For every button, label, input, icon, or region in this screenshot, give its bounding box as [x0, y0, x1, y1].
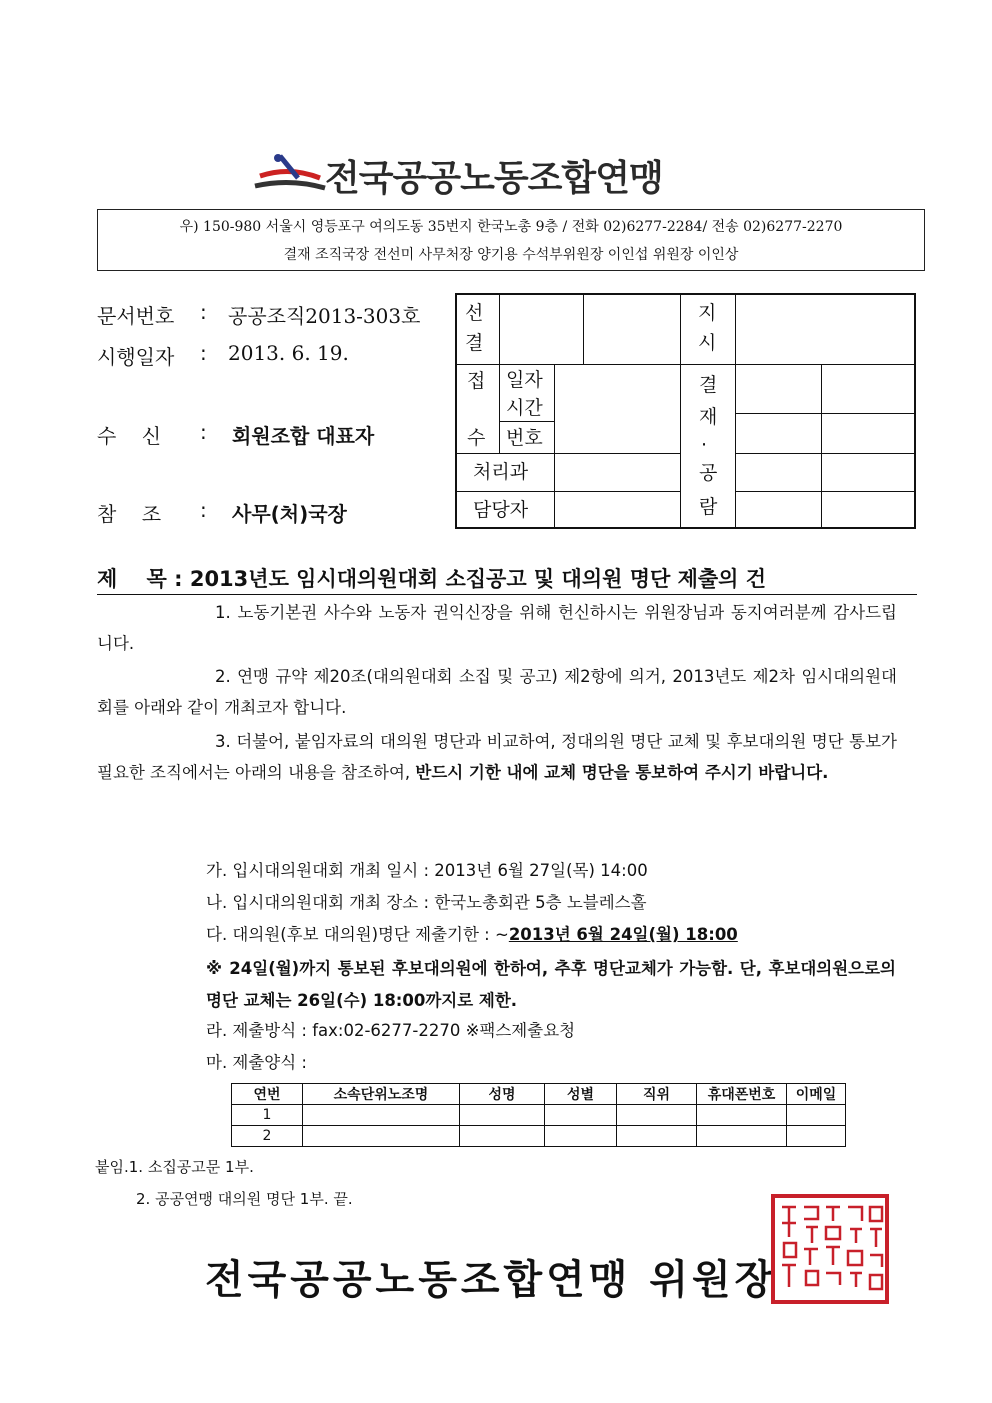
item-da	[206, 921, 738, 945]
paragraph-3-emphasis: 반드시 기한 내에 교체 명단을 통보하여 주시기 바랍니다.	[415, 763, 829, 782]
grid-label-su: 수	[467, 427, 486, 449]
item-da-text: 다. 대의원(후보 대의원)명단 제출기한 : ~	[206, 925, 509, 944]
item-ma: 마. 제출양식 :	[206, 1053, 307, 1072]
grid-label-ilja: 일자	[506, 369, 543, 391]
paragraph-3-text: 3. 더불어, 붙임자료의 대의원 명단과 비교하여, 정대의원 명단 교체 및 후보대의원 명단 통보가 필요한 조직에서는 아래의 내용을 참조하여,	[97, 732, 897, 782]
table-header: 소속단위노조명	[303, 1084, 460, 1105]
table-cell: 1	[232, 1105, 303, 1126]
grid-label-sigan: 시간	[506, 397, 543, 419]
colon: :	[200, 341, 207, 365]
grid-label-si: 시	[698, 332, 717, 354]
address-box	[97, 209, 925, 271]
grid-label-gyeoljae-3: ·	[701, 434, 708, 456]
submission-form-table	[231, 1083, 846, 1147]
table-cell	[617, 1105, 697, 1126]
table-cell	[545, 1105, 617, 1126]
table-row	[232, 1126, 846, 1147]
recipient-label: 수 신	[97, 424, 162, 448]
table-cell	[460, 1126, 545, 1147]
colon: :	[200, 300, 207, 324]
grid-label-jeop: 접	[467, 370, 486, 392]
attachment-1: 붙임.1. 소집공고문 1부.	[95, 1158, 254, 1176]
item-na: 나. 입시대의원대회 개최 장소 : 한국노총회관 5층 노블레스홀	[206, 893, 647, 912]
approval-line: 결재 조직국장 전선미 사무처장 양기용 수석부위원장 이인섭 위원장 이인상	[283, 247, 739, 263]
table-cell	[460, 1105, 545, 1126]
attachment-2: 2. 공공연맹 대의원 명단 1부. 끝.	[136, 1190, 353, 1208]
item-da-deadline: 2013년 6월 24일(월) 18:00	[508, 925, 738, 944]
table-cell: 2	[232, 1126, 303, 1147]
approval-grid	[455, 293, 916, 529]
paragraph-2: 2. 연맹 규약 제20조(대의원대회 소집 및 공고) 제2항에 의거, 2013년도 제2차 임시대의원대회를 아래와 같이 개최코자 합니다.	[97, 667, 897, 717]
paragraph-1: 1. 노동기본권 사수와 노동자 권익신장을 위해 헌신하시는 위원장님과 동지여러분께 감사드립니다.	[97, 603, 897, 653]
colon: :	[200, 498, 207, 522]
table-header-row	[232, 1084, 846, 1105]
official-seal-icon	[770, 1193, 890, 1305]
grid-label-gyeoljae-2: 재	[699, 406, 718, 428]
date-value: 2013. 6. 19.	[228, 341, 349, 365]
grid-label-gyeoljae-4: 공	[699, 462, 718, 484]
table-cell	[697, 1105, 787, 1126]
subject-line: 제 목 : 2013년도 임시대의원대회 소집공고 및 대의원 명단 제출의 건	[97, 567, 767, 591]
paragraph-3	[97, 726, 897, 788]
grid-label-gyeol: 결	[465, 332, 484, 354]
item-ga: 가. 입시대의원대회 개최 일시 : 2013년 6월 27일(목) 14:00	[206, 861, 648, 880]
grid-label-cheorigwa: 처리과	[473, 461, 529, 483]
table-header: 연번	[232, 1084, 303, 1105]
grid-label-seon: 선	[465, 302, 484, 324]
table-row	[232, 1105, 846, 1126]
colon: :	[200, 420, 207, 444]
table-header: 직위	[617, 1084, 697, 1105]
table-cell	[787, 1126, 846, 1147]
signature-line: 전국공공노동조합연맹 위원장	[205, 1257, 778, 1303]
reference-label: 참 조	[97, 502, 162, 526]
recipient-value: 회원조합 대표자	[232, 424, 375, 448]
table-cell	[617, 1126, 697, 1147]
address-line: 우) 150-980 서울시 영등포구 여의도동 35번지 한국노총 9층 / 전화 02)6277-2284/ 전송 02)6277-2270	[179, 219, 843, 235]
grid-label-gyeoljae-1: 결	[699, 374, 718, 396]
table-cell	[697, 1126, 787, 1147]
reference-value: 사무(처)국장	[232, 502, 347, 526]
table-cell	[545, 1126, 617, 1147]
grid-label-ji: 지	[698, 302, 717, 324]
table-header: 휴대폰번호	[697, 1084, 787, 1105]
date-label: 시행일자	[97, 345, 175, 369]
item-note: ※ 24일(월)까지 통보된 후보대의원에 한하여, 추후 명단교체가 가능함. 단, 후보대의원으로의 명단 교체는 26일(수) 18:00까지로 제한.	[206, 959, 896, 1010]
subject-divider	[97, 594, 917, 595]
doc-no-value: 공공조직2013-303호	[228, 304, 421, 328]
item-ra: 라. 제출방식 : fax:02-6277-2270 ※팩스제출요청	[206, 1021, 576, 1040]
grid-label-beonho: 번호	[506, 427, 543, 449]
table-cell	[787, 1105, 846, 1126]
grid-label-damdangja: 담당자	[473, 499, 529, 521]
org-name-title: 전국공공노동조합연맹	[325, 158, 663, 199]
table-header: 성별	[545, 1084, 617, 1105]
table-cell	[303, 1126, 460, 1147]
table-cell	[303, 1105, 460, 1126]
doc-no-label: 문서번호	[97, 304, 175, 328]
grid-label-gyeoljae-5: 람	[699, 496, 718, 518]
table-header: 성명	[460, 1084, 545, 1105]
table-header: 이메일	[787, 1084, 846, 1105]
